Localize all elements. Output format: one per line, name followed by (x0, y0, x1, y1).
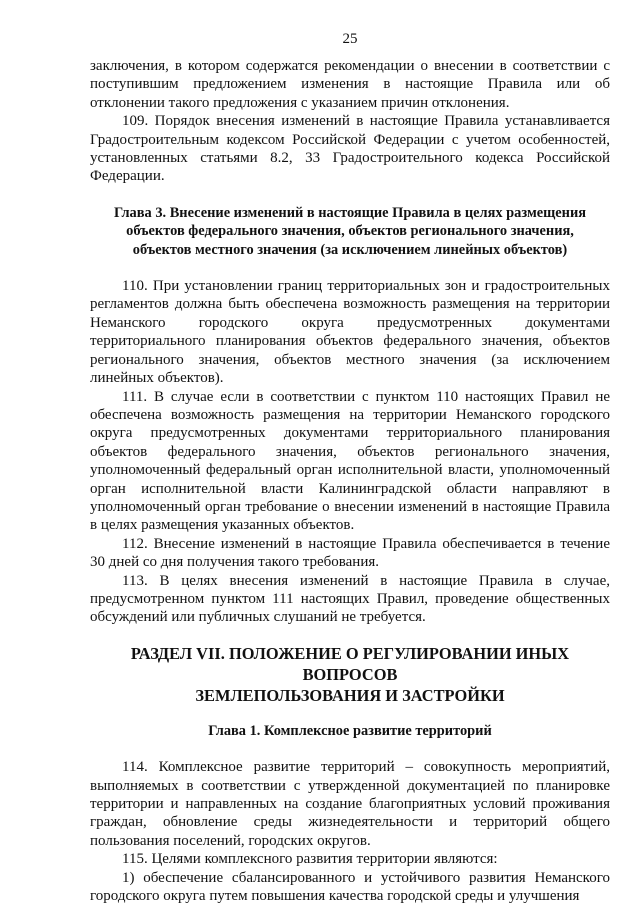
chapter-3-heading-line-3: объектов местного значения (за исключением линейных объектов) (132, 241, 568, 258)
paragraph-111: 111. В случае если в соответствии с пунктом 110 настоящих Правил не обеспечена возможность размещения на территории Неманского городского округа предусмотренных документами территориального планирования объектов федерального значения, объектов регионального значения, уполномоченный федеральный орган исполнительной власти, уполномоченный орган исполнительной власти Калининградской области направляют в уполномоченный орган требование о внесении изменений в настоящие Правила в целях размещения указанных объектов. (90, 388, 610, 534)
section-7-heading-line-1: РАЗДЕЛ VII. ПОЛОЖЕНИЕ О РЕГУЛИРОВАНИИ ИНЫХ ВОПРОСОВ (130, 643, 570, 684)
chapter-3-heading-line-2: объектов федерального значения, объектов регионального значения, (126, 223, 574, 240)
page-number: 25 (342, 31, 358, 47)
paragraph-115-item-1: 1) обеспечение сбалансированного и устойчивого развития Неманского городского округа путем повышения качества городской среды и улучшения (90, 869, 610, 905)
paragraph-112: 112. Внесение изменений в настоящие Правила обеспечивается в течение 30 дней со дня получения такого требования. (90, 535, 610, 571)
chapter-1-heading (90, 722, 610, 740)
paragraph-113: 113. В целях внесения изменений в настоящие Правила в случае, предусмотренном пунктом 111 настоящих Правил, проведение общественных обсуждений или публичных слушаний не требуется. (90, 572, 610, 626)
chapter-3-heading (90, 204, 610, 259)
paragraph-115: 115. Целями комплексного развития территории являются: (122, 851, 498, 868)
paragraph-114: 114. Комплексное развитие территорий – совокупность мероприятий, выполняемых в соответствии с утвержденной документацией по планировке территории и направленных на создание благоприятных условий проживания граждан, обновление среды жизнедеятельности и территорий общего пользования поселений, городских округов. (90, 759, 610, 849)
paragraph-110: 110. При установлении границ территориальных зон и градостроительных регламентов должна быть обеспечена возможность размещения на территории Неманского городского округа предусмотренных документами территориального планирования объектов федерального значения, объектов регионального значения, объектов местного значения (за исключением линейных объектов). (90, 278, 610, 387)
chapter-1-heading-title: Глава 1. Комплексное развитие территорий (208, 722, 492, 739)
chapter-3-heading-line-1: Глава 3. Внесение изменений в настоящие Правила в целях размещения (113, 204, 587, 221)
section-7-heading (90, 643, 610, 706)
section-7-heading-line-2: ЗЕМЛЕПОЛЬЗОВАНИЯ И ЗАСТРОЙКИ (195, 685, 505, 705)
paragraph-109: 109. Порядок внесения изменений в настоящие Правила устанавливается Градостроительным кодексом Российской Федерации с учетом особенностей, установленных статьями 8.2, 33 Градостроительного кодекса Российской Федерации. (90, 113, 610, 185)
paragraph-continuation: заключения, в котором содержатся рекомендации о внесении в соответствии с поступившим предложением изменения в настоящие Правила или об отклонении такого предложения с указанием причин отклонения. (90, 58, 610, 111)
